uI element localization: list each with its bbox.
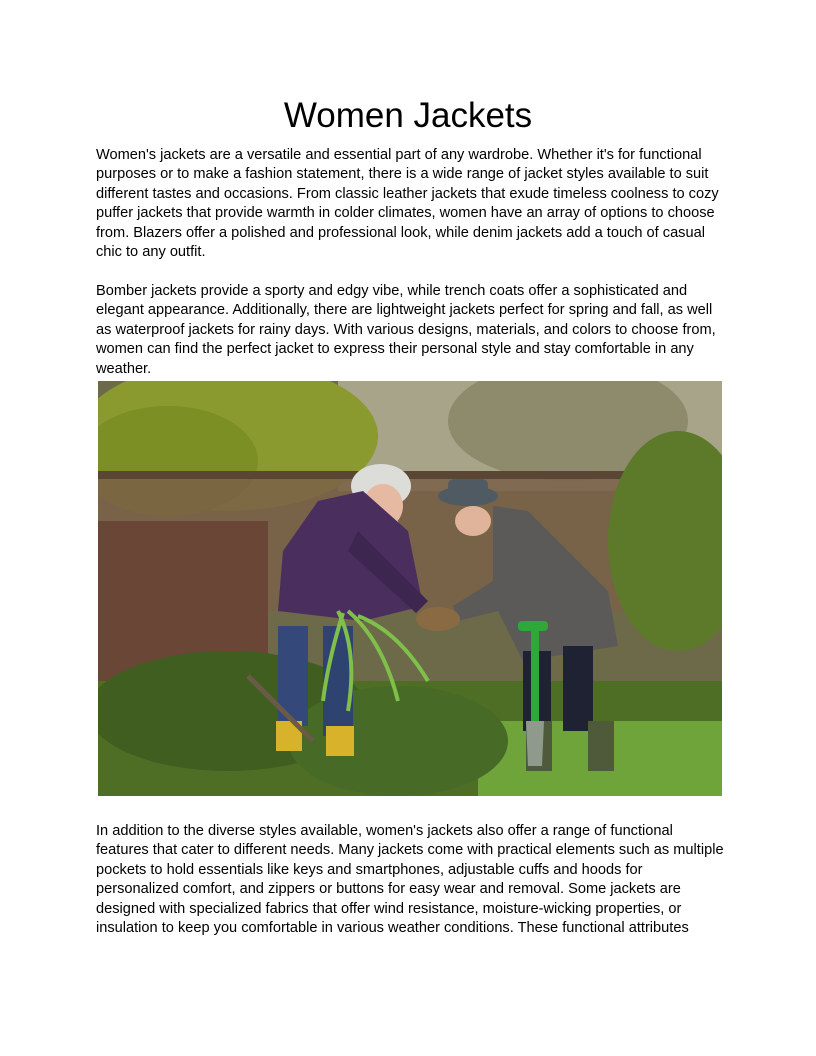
plants-center — [288, 686, 508, 796]
paragraph-intro: Women's jackets are a versatile and essential part of any wardrobe. Whether it's for functional purposes or to make a fashion statement, there is a wide range of jacket styles available to suit different tastes and occasions. From classic leather jackets that exude timeless coolness to cozy puffer jackets that provide warmth in colder climates, women have an array of options to choose from. Blazers offer a polished and professional look, while denim jackets add a touch of casual chic to any outfit. — [96, 147, 719, 261]
gardening-photo-illustration — [98, 381, 722, 796]
leek-roots — [416, 607, 460, 631]
page-title: Women Jackets — [283, 96, 533, 135]
gardening-photo — [98, 381, 722, 796]
paragraph-styles: Bomber jackets provide a sporty and edgy vibe, while trench coats offer a sophisticated and elegant appearance. Additionally, there are lightweight jackets perfect for spring and fall, as well as waterproof jackets for rainy days. With various designs, materials, and colors to choose from, women can find the perfect jacket to express their personal style and stay comfortable in any weather. — [96, 283, 716, 377]
paragraph-features: In addition to the diverse styles available, women's jackets also offer a range of functional features that cater to different needs. Many jackets come with practical elements such as multiple pockets to hold essentials like keys and smartphones, adjustable cuffs and hoods for personalized comfort, and zippers or buttons for easy wear and removal. Some jackets are designed with specialized fabrics that offer wind resistance, moisture-wicking properties, or insulation to keep you comfortable in various weather conditions. These functional attributes — [96, 823, 724, 937]
